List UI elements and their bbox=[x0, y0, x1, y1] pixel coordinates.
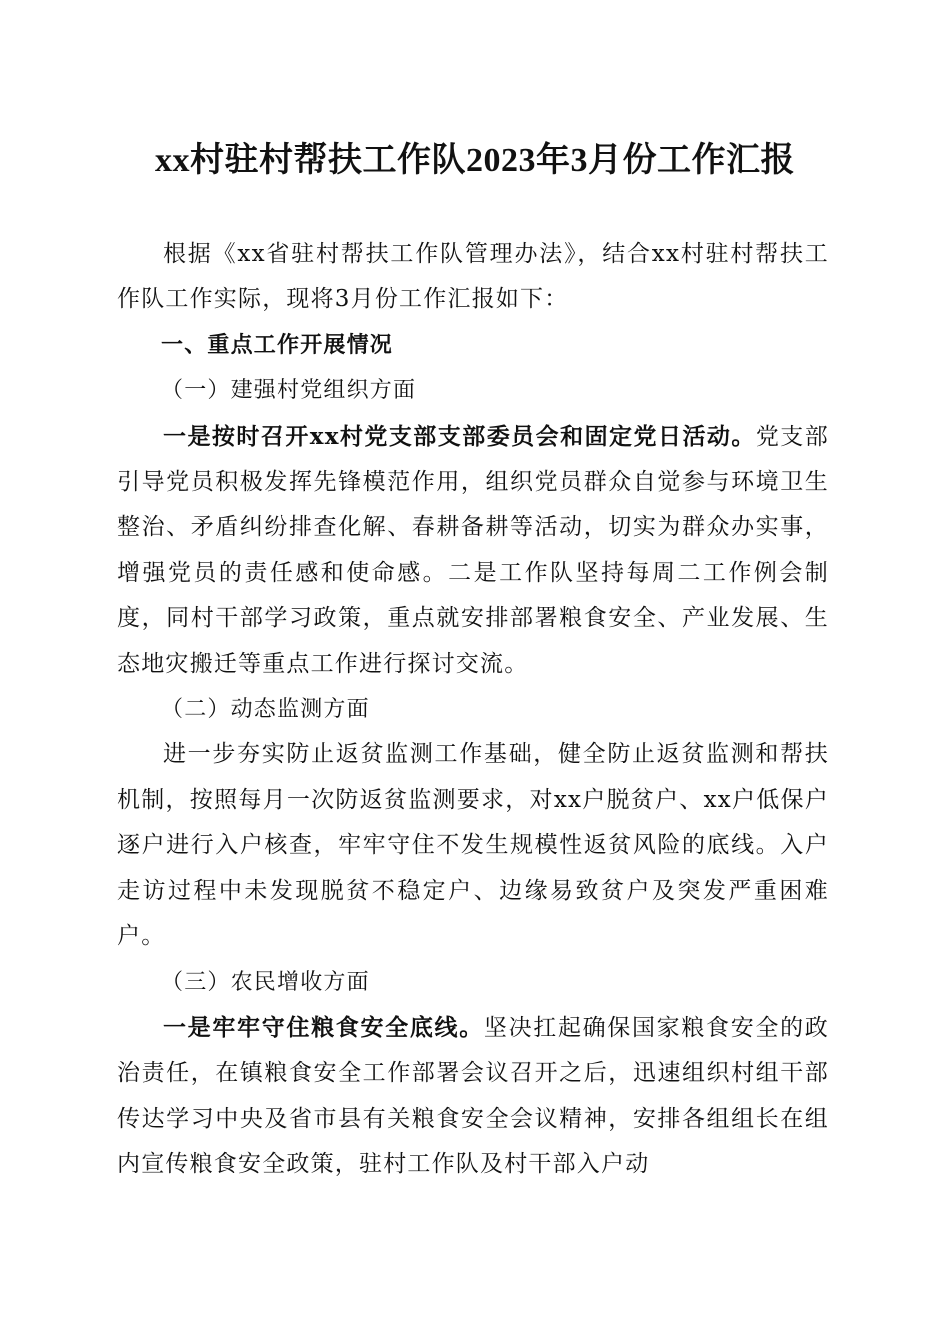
subsection-heading-2: （二）动态监测方面 bbox=[161, 697, 370, 723]
subsection-1-paragraph bbox=[117, 414, 829, 687]
document-title: xx村驻村帮扶工作队2023年3月份工作汇报 bbox=[155, 142, 795, 179]
section-heading-1: 一、重点工作开展情况 bbox=[161, 332, 394, 358]
subsection-heading-3: （三）农民增收方面 bbox=[161, 969, 370, 995]
subsection-heading-1: （一）建强村党组织方面 bbox=[161, 378, 417, 404]
subsection-2-paragraph: 进一步夯实防止返贫监测工作基础，健全防止返贫监测和帮扶机制，按照每月一次防返贫监测要求，对xx户脱贫户、xx户低保户逐户进行入户核查，牢牢守住不发生规模性返贫风险的底线。入户走访过程中未发现脱贫不稳定户、边缘易致贫户及突发严重困难户。 bbox=[117, 741, 829, 950]
subsection-3-paragraph bbox=[117, 1005, 829, 1188]
intro-paragraph: 根据《xx省驻村帮扶工作队管理办法》，结合xx村驻村帮扶工作队工作实际，现将3月份工作汇报如下： bbox=[117, 241, 829, 313]
paragraph-text: 坚决扛起确保国家粮食安全的政治责任，在镇粮食安全工作部署会议召开之后，迅速组织村组干部传达学习中央及省市县有关粮食安全会议精神，安排各组组长在组内宣传粮食安全政策，驻村工作队及村干部入户动 bbox=[117, 1014, 829, 1178]
paragraph-text: 党支部引导党员积极发挥先锋模范作用，组织党员群众自觉参与环境卫生整治、矛盾纠纷排查化解、春耕备耕等活动，切实为群众办实事，增强党员的责任感和使命感。二是工作队坚持每周二工作例会制度，同村干部学习政策，重点就安排部署粮食安全、产业发展、生态地灾搬迁等重点工作进行探讨交流。 bbox=[117, 423, 829, 677]
document-body bbox=[117, 232, 829, 1188]
paragraph-lead: 一是按时召开xx村党支部支部委员会和固定党日活动。 bbox=[163, 422, 756, 450]
paragraph-lead: 一是牢牢守住粮食安全底线。 bbox=[163, 1013, 484, 1041]
